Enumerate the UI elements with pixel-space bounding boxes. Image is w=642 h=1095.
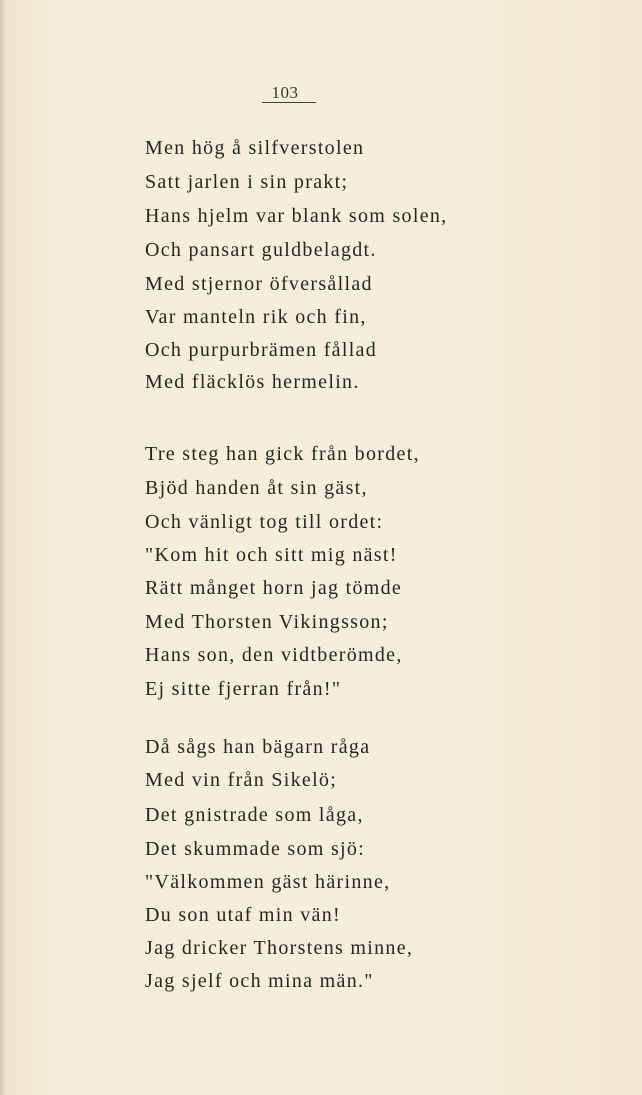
poem-line: Tre steg han gick från bordet, bbox=[145, 443, 420, 465]
poem-line: Satt jarlen i sin prakt; bbox=[145, 171, 349, 193]
poem-line: Jag sjelf och mina män." bbox=[145, 970, 374, 992]
poem-line: Du son utaf min vän! bbox=[145, 904, 341, 926]
poem-line: Med Thorsten Vikingsson; bbox=[145, 611, 389, 633]
poem-line: Men hög å silfverstolen bbox=[145, 137, 365, 159]
poem-line: Bjöd handen åt sin gäst, bbox=[145, 477, 368, 499]
poem-line: Hans son, den vidtberömde, bbox=[145, 644, 403, 666]
poem-line: Och purpurbrämen fållad bbox=[145, 339, 378, 361]
poem-line: "Kom hit och sitt mig näst! bbox=[145, 544, 398, 566]
poem-line: Med stjernor öfversållad bbox=[145, 273, 373, 295]
poem-line: Ej sitte fjerran från!" bbox=[145, 678, 342, 700]
poem-line: Var manteln rik och fin, bbox=[145, 306, 367, 328]
poem-line: Jag dricker Thorstens minne, bbox=[145, 937, 414, 959]
poem-line: Med fläcklös hermelin. bbox=[145, 371, 360, 393]
poem-line: Rätt månget horn jag tömde bbox=[145, 577, 403, 599]
poem-line: Med vin från Sikelö; bbox=[145, 769, 338, 791]
poem-line: "Välkommen gäst härinne, bbox=[145, 871, 391, 893]
poem-line: Och pansart guldbelagdt. bbox=[145, 239, 377, 261]
poem-line: Hans hjelm var blank som solen, bbox=[145, 205, 448, 227]
poem-line: Och vänligt tog till ordet: bbox=[145, 511, 384, 533]
poem-line: Då sågs han bägarn råga bbox=[145, 736, 371, 758]
poem-line: Det skummade som sjö: bbox=[145, 838, 366, 860]
poem-line: Det gnistrade som låga, bbox=[145, 804, 364, 826]
page-edge-shadow bbox=[0, 0, 6, 1095]
page-number: 103 bbox=[271, 83, 299, 102]
page-number-rule bbox=[262, 102, 316, 103]
